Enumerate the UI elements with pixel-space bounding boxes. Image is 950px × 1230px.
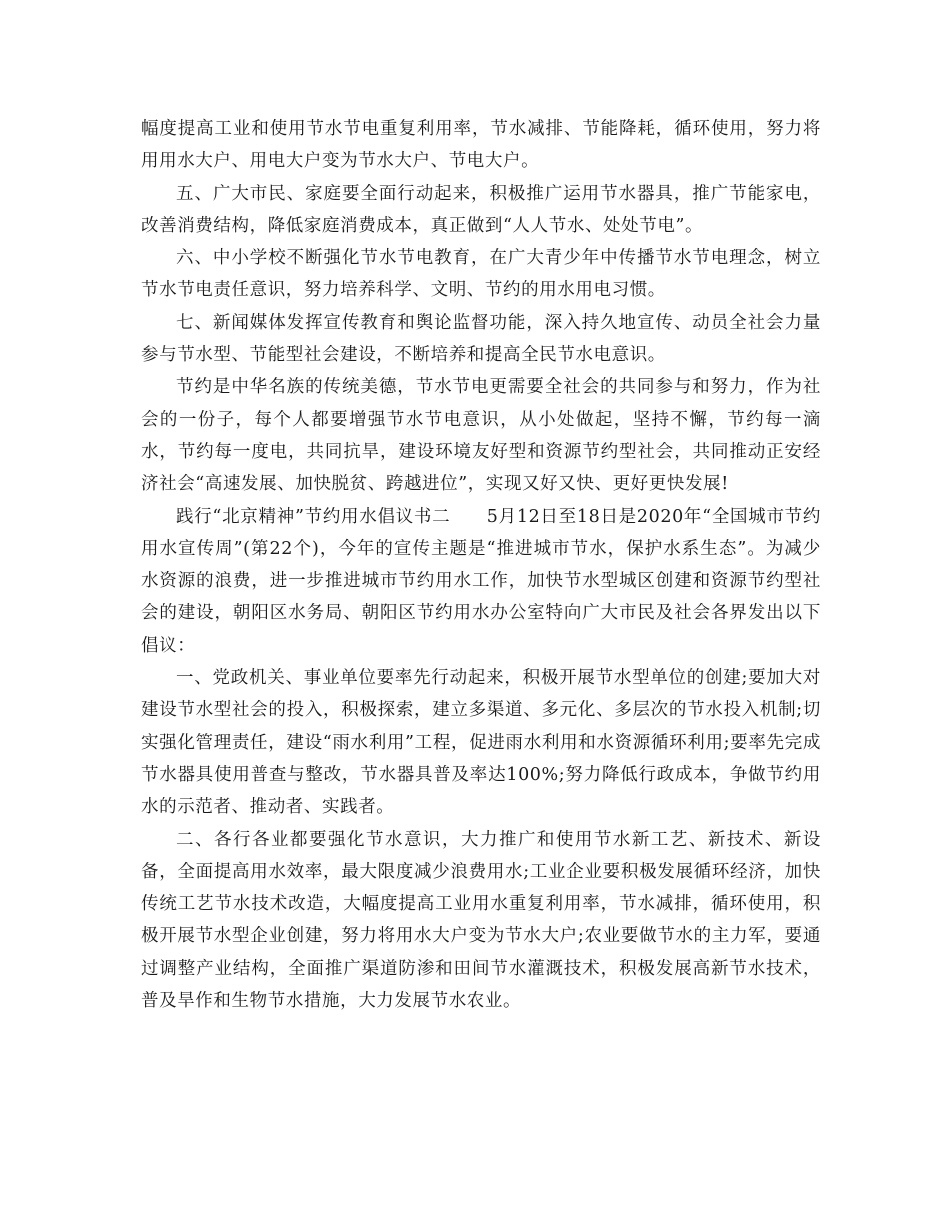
paragraph-item-6: 六、中小学校不断强化节水节电教育，在广大青少年中传播节水节电理念，树立节水节电责任意识，努力培养科学、文明、节约的用水用电习惯。 [141,248,821,301]
paragraph-proposal-item-2: 二、各行各业都要强化节水意识，大力推广和使用节水新工艺、新技术、新设备，全面提高用水效率，最大限度减少浪费用水;工业企业要积极发展循环经济，加快传统工艺节水技术改造，大幅度提高工业用水重复利用率，节水减排，循环使用，积极开展节水型企业创建，努力将用水大户变为节水大户;农业要做节水的主力军，要通过调整产业结构，全面推广渠道防渗和田间节水灌溉技术，积极发展高新节水技术，普及旱作和生物节水措施，大力发展节水农业。 [141,829,821,1012]
paragraph-conclusion: 节约是中华名族的传统美德，节水节电更需要全社会的共同参与和努力，作为社会的一份子，每个人都要增强节水节电意识，从小处做起，坚持不懈，节约每一滴水，节约每一度电，共同抗旱，建设环境友好型和资源节约型社会，共同推动正安经济社会“高速发展、加快脱贫、跨越进位”，实现又好又快、更好更快发展! [141,377,821,495]
paragraph-item-7: 七、新闻媒体发挥宣传教育和舆论监督功能，深入持久地宣传、动员全社会力量参与节水型、节能型社会建设，不断培养和提高全民节水电意识。 [141,312,821,366]
paragraph-proposal-item-1: 一、党政机关、事业单位要率先行动起来，积极开展节水型单位的创建;要加大对建设节水型社会的投入，积极探索，建立多渠道、多元化、多层次的节水投入机制;切实强化管理责任，建设“雨水利用”工程，促进雨水利用和水资源循环利用;要率先完成节水器具使用普查与整改，节水器具普及率达100%;努力降低行政成本，争做节约用水的示范者、推动者、实践者。 [141,668,821,818]
document-body [141,113,821,1017]
paragraph-item-5: 五、广大市民、家庭要全面行动起来，积极推广运用节水器具，推广节能家电，改善消费结构，降低家庭消费成本，真正做到“人人节水、处处节电”。 [141,183,821,236]
paragraph-proposal-two-intro: 践行“北京精神”节约用水倡议书二 5月12日至18日是2020年“全国城市节约用水宣传周”(第22个)，今年的宣传主题是“推进城市节水，保护水系生态”。为减少水资源的浪费，进一步推进城市节约用水工作，加快节水型城区创建和资源节约型社会的建设，朝阳区水务局、朝阳区节约用水办公室特向广大市民及社会各界发出以下倡议： [141,506,821,656]
paragraph-continuation: 幅度提高工业和使用节水节电重复利用率，节水减排、节能降耗，循环使用，努力将用用水大户、用电大户变为节水大户、节电大户。 [141,119,821,172]
